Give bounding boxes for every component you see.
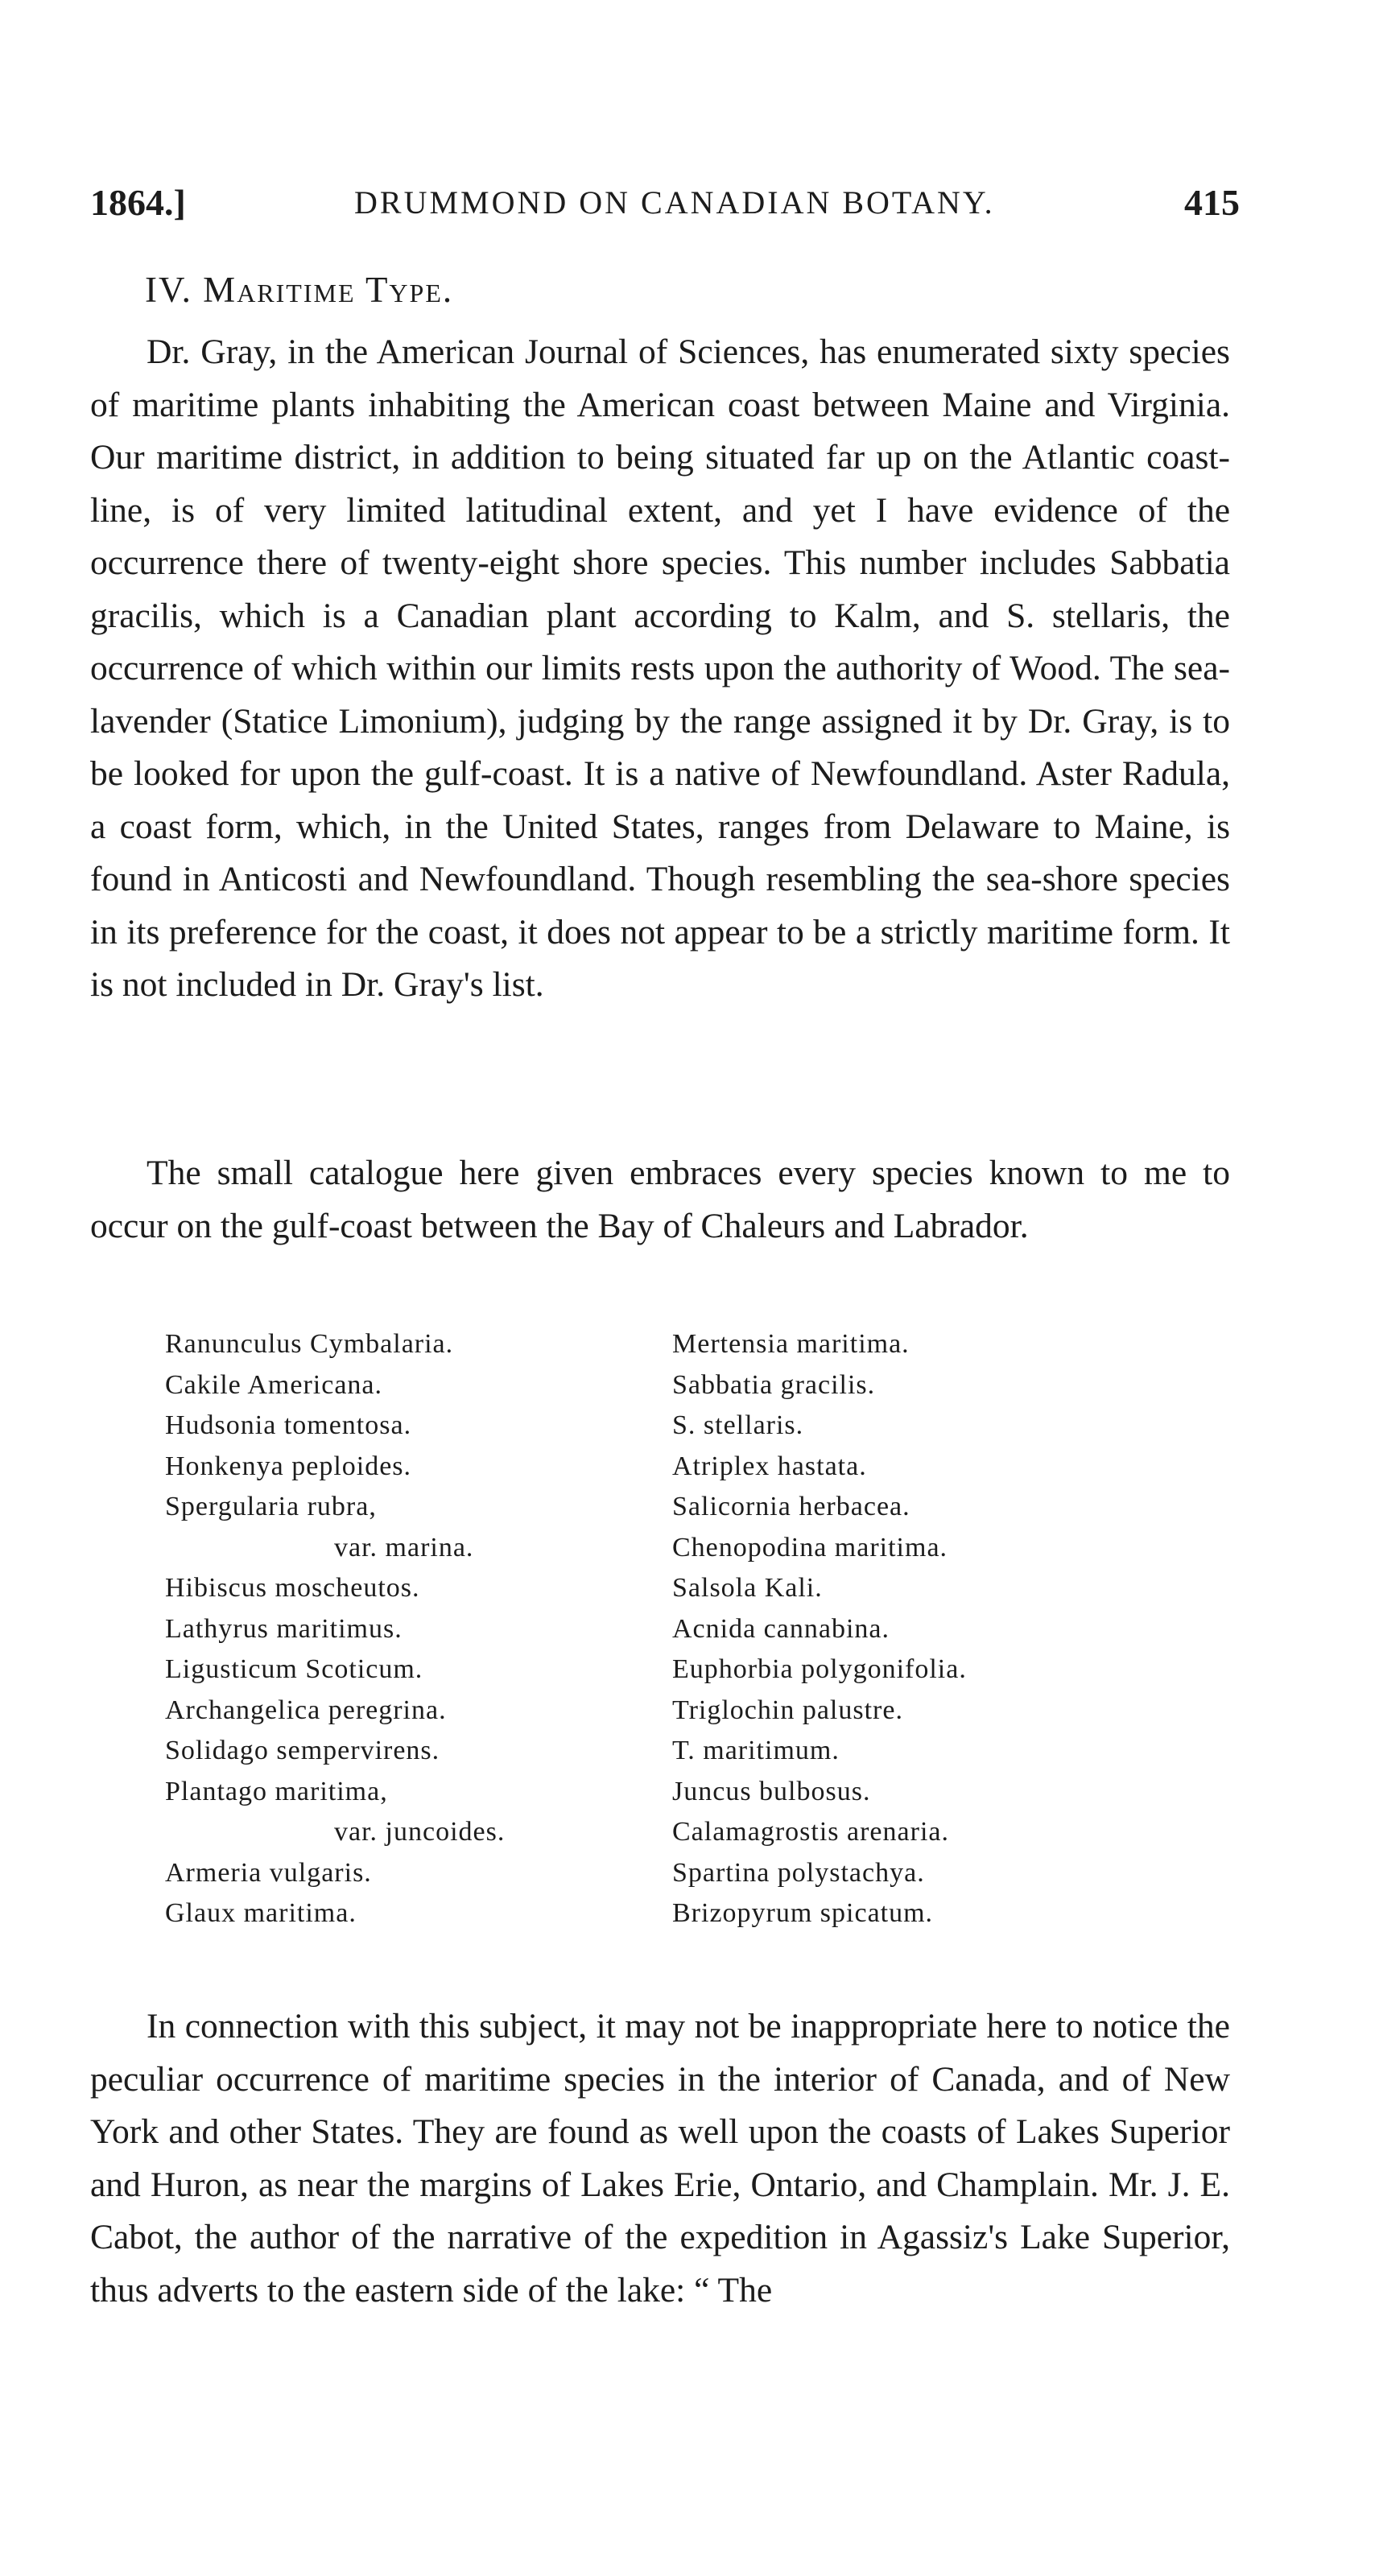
header-year: 1864.] <box>90 182 186 223</box>
species-item: Salicornia herbacea. <box>672 1492 910 1521</box>
species-item: Lathyrus maritimus. <box>165 1613 403 1644</box>
section-heading: IV. Maritime Type. <box>145 270 454 310</box>
paragraph-inland-maritime: In connection with this subject, it may not be inappropriate here to notice the peculiar occurrence of maritime species in the interior of Canada, and of New York and other States. They are found as well upon the coasts of Lakes Superior and Huron, as near the margins of Lakes Erie, Ontario, and Champlain. Mr. J. E. Cabot, the author of the narrative of the expedition in Agassiz's Lake Superior, thus adverts to the eastern side of the lake: “ The <box>90 2007 1230 2310</box>
species-variety: var. juncoides. <box>334 1817 506 1847</box>
species-item: Ligusticum Scoticum. <box>165 1654 423 1684</box>
species-item: Euphorbia polygonifolia. <box>672 1654 967 1684</box>
species-item: Spergularia rubra, <box>165 1492 377 1521</box>
species-item: T. maritimum. <box>672 1736 840 1765</box>
header-running-title: DRUMMOND ON CANADIAN BOTANY. <box>354 184 995 221</box>
species-item: Atriplex hastata. <box>672 1451 867 1481</box>
species-catalogue <box>165 1324 1091 1976</box>
species-item: Spartina polystachya. <box>672 1857 925 1888</box>
species-item: Sabbatia gracilis. <box>672 1369 876 1400</box>
species-item: Juncus bulbosus. <box>672 1776 871 1806</box>
species-column-left <box>165 1324 664 1934</box>
species-item: Hudsonia tomentosa. <box>165 1410 412 1440</box>
species-item: Glaux maritima. <box>165 1898 357 1928</box>
species-variety: var. marina. <box>334 1532 474 1563</box>
species-item: Hibiscus moscheutos. <box>165 1573 420 1603</box>
running-header <box>90 179 1240 227</box>
species-item: Ranunculus Cymbalaria. <box>165 1329 454 1359</box>
paragraph-maritime-intro: Dr. Gray, in the American Journal of Sciences, has enumerated sixty species of maritime plants inhabiting the American coast between Maine and Virginia. Our maritime district, in addition to being situated far up on the Atlantic coast-line, is of very limited latitudinal extent, and yet I have evidence of the occurrence there of twenty-eight shore species. This number includes Sabbatia gracilis, which is a Canadian plant according to Kalm, and S. stellaris, the occurrence of which within our limits rests upon the authority of Wood. The sea-lavender (Statice Limonium), judging by the range assigned it by Dr. Gray, is to be looked for upon the gulf-coast. It is a native of Newfoundland. Aster Radula, a coast form, which, in the United States, ranges from Delaware to Maine, is found in Anticosti and Newfoundland. Though resembling the sea-shore species in its preference for the coast, it does not appear to be a strictly maritime form. It is not included in Dr. Gray's list. <box>90 332 1230 1004</box>
species-item: Calamagrostis arenaria. <box>672 1817 949 1847</box>
species-item: Salsola Kali. <box>672 1573 823 1603</box>
species-item: Brizopyrum spicatum. <box>672 1898 934 1928</box>
species-item: Plantago maritima, <box>165 1776 388 1806</box>
species-item: Cakile Americana. <box>165 1369 383 1400</box>
paragraph-catalogue-intro: The small catalogue here given embraces every species known to me to occur on the gulf-coast between the Bay of Chaleurs and Labrador. <box>90 1154 1230 1245</box>
species-item: Triglochin palustre. <box>672 1695 903 1725</box>
species-item: Mertensia maritima. <box>672 1329 910 1359</box>
species-item: Solidago sempervirens. <box>165 1736 440 1765</box>
species-item: Honkenya peploides. <box>165 1451 412 1481</box>
species-item: Armeria vulgaris. <box>165 1857 372 1888</box>
page-number: 415 <box>1184 182 1240 223</box>
species-item: S. stellaris. <box>672 1410 804 1440</box>
species-column-right <box>672 1324 1107 1934</box>
species-item: Chenopodina maritima. <box>672 1532 948 1563</box>
species-item: Archangelica peregrina. <box>165 1695 447 1725</box>
species-item: Acnida cannabina. <box>672 1613 890 1644</box>
